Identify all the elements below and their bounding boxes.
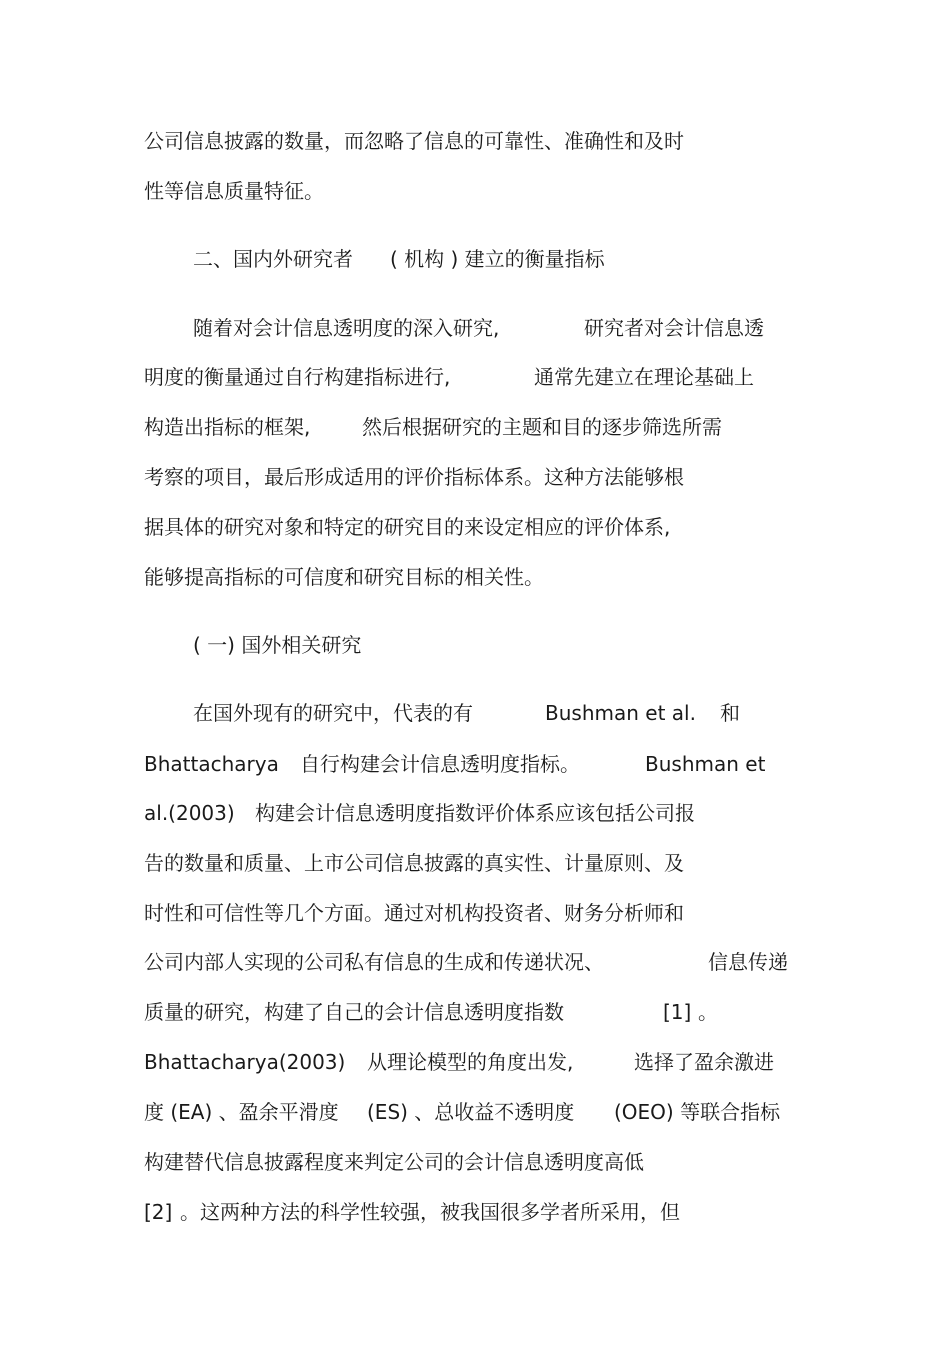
text-segment: 质量的研究，构建了自己的会计信息透明度指数: [144, 1000, 564, 1024]
paragraph-line: [0, 313, 950, 343]
text-segment: 告的数量和质量、上市公司信息披露的真实性、计量原则、及: [144, 851, 684, 875]
paragraph-line: [0, 462, 950, 492]
text-segment: Bhattacharya(2003): [144, 1050, 346, 1074]
citation: [1]: [663, 1000, 692, 1024]
paragraph-line: [0, 1197, 950, 1227]
text-segment: 度 (EA) 、盈余平滑度: [144, 1100, 339, 1124]
text-segment: 随着对会计信息透明度的深入研究,: [193, 316, 500, 340]
text-segment: 和: [720, 701, 740, 725]
text-segment: al.(2003): [144, 801, 235, 825]
text-segment: 性等信息质量特征。: [144, 179, 324, 203]
paragraph-line: [0, 362, 950, 392]
text-segment: 构造出指标的框架,: [144, 415, 311, 439]
paragraph-line: [0, 698, 950, 728]
text-segment: 自行构建会计信息透明度指标。: [300, 752, 580, 776]
subsection-heading: [0, 630, 950, 660]
paragraph-line: [0, 512, 950, 542]
section-heading: [0, 244, 950, 274]
paragraph-line: [0, 798, 950, 828]
paragraph-line: [0, 997, 950, 1027]
text-segment: 考察的项目，最后形成适用的评价指标体系。这种方法能够根: [144, 465, 684, 489]
paragraph-line: [0, 898, 950, 928]
text-segment: 选择了盈余激进: [634, 1050, 774, 1074]
citation: [2]: [144, 1200, 173, 1224]
text-segment: 明度的衡量通过自行构建指标进行,: [144, 365, 451, 389]
text-segment: 。: [698, 1000, 718, 1024]
heading-prefix: 二、国内外研究者: [193, 247, 353, 271]
text-segment: 在国外现有的研究中，代表的有: [193, 701, 473, 725]
text-segment: 研究者对会计信息透: [584, 316, 764, 340]
text-segment: Bushman et: [645, 752, 766, 776]
text-segment: 能够提高指标的可信度和研究目标的相关性。: [144, 565, 544, 589]
text-segment: 从理论模型的角度出发,: [367, 1050, 574, 1074]
paragraph-line: [0, 749, 950, 779]
text-segment: Bhattacharya: [144, 752, 279, 776]
paragraph-line: [0, 1097, 950, 1127]
paragraph-line: [0, 126, 950, 156]
paragraph-line: [0, 947, 950, 977]
text-segment: 公司信息披露的数量，而忽略了信息的可靠性、准确性和及时: [144, 129, 684, 153]
paragraph-line: [0, 412, 950, 442]
paragraph-line: [0, 848, 950, 878]
text-segment: (OEO) 等联合指标: [614, 1100, 781, 1124]
text-segment: (ES) 、总收益不透明度: [367, 1100, 575, 1124]
text-segment: 构建会计信息透明度指数评价体系应该包括公司报: [255, 801, 695, 825]
text-segment: 然后根据研究的主题和目的逐步筛选所需: [362, 415, 722, 439]
text-segment: 构建替代信息披露程度来判定公司的会计信息透明度高低: [144, 1150, 644, 1174]
text-segment: 据具体的研究对象和特定的研究目的来设定相应的评价体系,: [144, 515, 671, 539]
paragraph-line: [0, 1147, 950, 1177]
paragraph-line: [0, 1047, 950, 1077]
paragraph-line: [0, 562, 950, 592]
text-segment: 时性和可信性等几个方面。通过对机构投资者、财务分析师和: [144, 901, 684, 925]
text-segment: Bushman et al.: [545, 701, 696, 725]
text-segment: 信息传递: [708, 950, 788, 974]
text-segment: 通常先建立在理论基础上: [534, 365, 754, 389]
heading-suffix: ( 机构 ) 建立的衡量指标: [390, 247, 605, 271]
text-segment: 。这两种方法的科学性较强，被我国很多学者所采用，但: [180, 1200, 680, 1224]
paragraph-line: [0, 176, 950, 206]
text-segment: 公司内部人实现的公司私有信息的生成和传递状况、: [144, 950, 604, 974]
heading-text: ( 一) 国外相关研究: [193, 633, 362, 657]
